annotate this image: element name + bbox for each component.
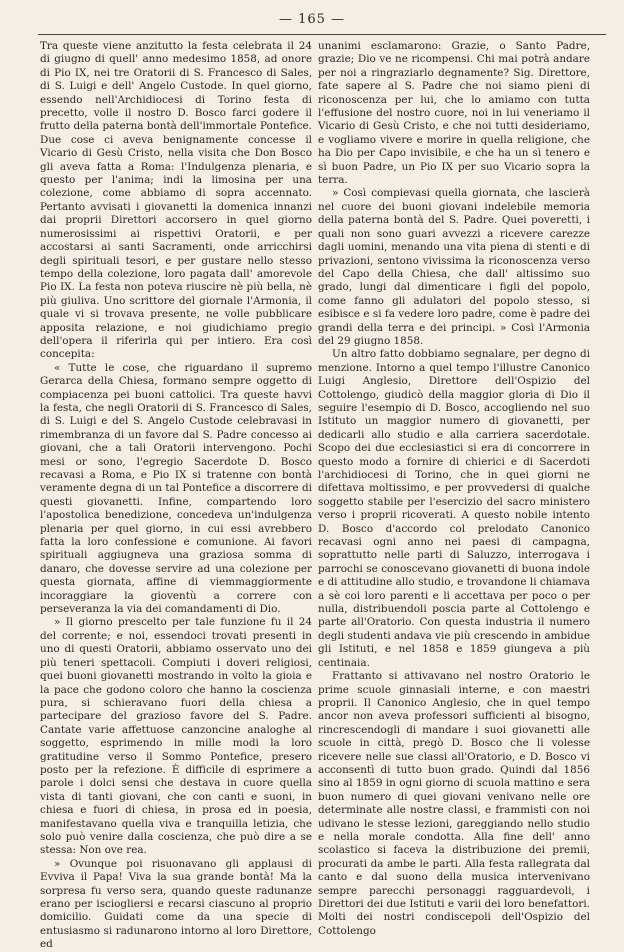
paragraph: Un altro fatto dobbiamo segnalare, per degno di menzione. Intorno a quel tempo l'illustre Canonico Luigi Anglesio, Direttore dell'Ospizio del Cottolengo, giudicò della maggior gloria di Dio il seguire l'esempio di D. Bosco, accogliendo nel suo Istituto un maggior numero di giovanetti, per dedicarli allo studio e alla carriera sacerdotale. Scopo dei due ecclesiastici si era di concorrere in questo modo a fornire di chierici e di Sacerdoti l'archidiocesi di Torino, che in quei giorni ne difettava moltissimo, e per provvedersi di qualche soggetto stabile per l'esercizio del sacro ministero verso i proprii ricoverati. A questo nobile intento D. Bosco d'accordo col prelodato Canonico recavasi ogni anno nei paesi di campagna, soprattutto nelle parti di Saluzzo, interrogava i parrochi se conoscevano giovanetti di buona indole e di attitudine allo studio, e trovandone li chiamava a sè coi loro parenti e li accettava per poco o per nulla, distribuendoli poscia parte al Cottolengo e parte all'Oratorio. Con questa industria il numero degli studenti andava vie più crescendo in ambidue gli Istituti, e nel 1858 e 1859 giungeva a più centinaia. [318, 348, 590, 669]
paragraph: « Tutte le cose, che riguardano il supremo Gerarca della Chiesa, formano sempre oggetto di compiacenza pei buoni cattolici. Tra queste havvi la festa, che negli Oratorii di S. Francesco di Sales, di S. Luigi e del S. Angelo Custode celebravasi in rimembranza di un favore dal S. Padre concesso ai giovani, che a tali Oratorii intervengono. Pochi mesi or sono, l'egregio Sacerdote D. Bosco recavasi a Roma, e Pio IX si tratenne con bontà veramente degna di un tal Pontefice a discorrere di questi giovanetti. Infine, compartendo loro l'apostolica benedizione, concedeva un'indulgenza plenaria per quel giorno, in cui essi avrebbero fatta la loro confessione e comunione. Ai favori spirituali aggiugneva una graziosa somma di danaro, che dovesse servire ad una colezione per questa giornata, affine di viemmaggiormente incoraggiare la gioventù a correre con perseveranza la via dei comandamenti di Dio. [40, 361, 312, 616]
right-column [318, 40, 590, 938]
paragraph: Tra queste viene anzitutto la festa celebrata il 24 di giugno di quell' anno medesimo 1858, ad onore di Pio IX, nei tre Oratorii di S. Francesco di Sales, di S. Luigi e dell' Angelo Custode. In quel giorno, essendo nell'Archidiocesi di Torino festa di precetto, volle il nostro D. Bosco farci godere il frutto della paterna bontà dell'immortale Pontefice. Due cose ci aveva benignamente concesse il Vicario di Gesù Cristo, nella visita che Don Bosco gli aveva fatta a Roma: l'Indulgenza plenaria, e questo per l'anima; indi la limosina per una colezione, come abbiamo di sopra accennato. Pertanto avvisati i giovanetti la domenica innanzi dai proprii Direttori accorsero in quel giorno numerosissimi ai rispettivi Oratorii, e per accostarsi ai santi Sacramenti, onde arricchirsi degli spirituali tesori, e per gustare nello stesso tempo della colezione, loro pagata dall' amorevole Pio IX. La festa non poteva riuscire nè più bella, nè più giuliva. Uno scrittore del giornale l'Armonia, il quale vi si trovava presente, ne volle pubblicare apposita relazione, e noi giudichiamo pregio dell'opera il riferirla qui per intiero. Era così concepita: [40, 40, 312, 361]
paragraph: » Ovunque poi risuonavano gli applausi di Evviva il Papa! Viva la sua grande bontà! Ma la sorpresa fu verso sera, quando queste radunanze erano per isciogliersi e recarsi ciascuno al proprio domicilio. Guidati come da una specie di entusiasmo si radunarono intorno al loro Direttore, ed [40, 857, 312, 951]
paragraph: unanimi esclamarono: Grazie, o Santo Padre, grazie; Dio ve ne ricompensi. Chi mai potrà andare per noi a ringraziarlo degnamente? Sig. Direttore, fate sapere al S. Padre che noi siamo pieni di riconoscenza per lui, che lo amiamo con tutta l'effusione del nostro cuore, noi in lui veneriamo il Vicario di Gesù Cristo, e che noi tutti desideriamo, e vogliamo vivere e morire in quella religione, che ha Dio per Capo invisibile, e che ha un sì tenero e sì buon Padre, un Pio IX per suo Vicario sopra la terra. [318, 40, 590, 187]
paragraph: Frattanto si attivavano nel nostro Oratorio le prime scuole ginnasiali interne, e con maestri proprii. Il Canonico Anglesio, che in quel tempo ancor non aveva professori sufficienti al bisogno, rincrescendogli di mandare i suoi giovanetti alle scuole in città, pregò D. Bosco che li volesse ricevere nelle sue classi all'Oratorio, e D. Bosco vi acconsentì di tutto buon grado. Quindi dal 1856 sino al 1859 in ogni giorno di scuola mattino e sera buon numero di quei giovani venivano nelle ore determinate alle nostre classi, e frammisti con noi udivano le stesse lezioni, gareggiando nello studio e nella morale condotta. Alla fine dell' anno scolastico si faceva la distribuzione dei premii, procurati da ambe le parti. Alla festa rallegrata dal canto e dal suono della musica intervenivano sempre parecchi personaggi ragguardevoli, i Direttori dei due Istituti e varii dei loro benefattori. Molti dei nostri condiscepoli dell'Ospizio del Cottolengo [318, 670, 590, 937]
left-column [40, 40, 312, 952]
page-number: — 165 — [278, 12, 346, 27]
paragraph: » Il giorno prescelto per tale funzione fu il 24 del corrente; e noi, essendoci trovati presenti in uno di questi Oratorii, abbiamo osservato uno dei più teneri spettacoli. Compiuti i doveri religiosi, quei buoni giovanetti mostrando in volto la gioia e la pace che godono coloro che hanno la coscienza pura, si schieravano fuori della chiesa a partecipare del grazioso favore del S. Padre. Cantate varie affettuose canzoncine analoghe al soggetto, esprimendo in mille modi la loro gratitudine verso il Sommo Pontefice, presero posto per la refezione. È difficile di esprimere a parole i dolci sensi che destava in cuore quella vista di tanti giovani, che con canti e suoni, in chiesa e fuori di chiesa, in prosa ed in poesia, manifestavano quella viva e tranquilla letizia, che solo può venire dalla coscienza, che può dire a se stessa: Non ove rea. [40, 616, 312, 857]
paragraph: » Così compievasi quella giornata, che lascierà nel cuore dei buoni giovani indelebile memoria della paterna bontà del S. Padre. Quei poveretti, i quali non sono guari avvezzi a ricevere carezze dagli uomini, menando una vita piena di stenti e di privazioni, sentono vivissima la riconoscenza verso del Capo della Chiesa, che dall' altissimo suo grado, lungi dal dimenticare i figli del popolo, come fanno gli adulatori del popolo stesso, si esibisce e si fa vedere loro padre, come è padre dei grandi della terra e dei principi. » Così l'Armonia del 29 giugno 1858. [318, 187, 590, 347]
header-rule [38, 34, 606, 35]
